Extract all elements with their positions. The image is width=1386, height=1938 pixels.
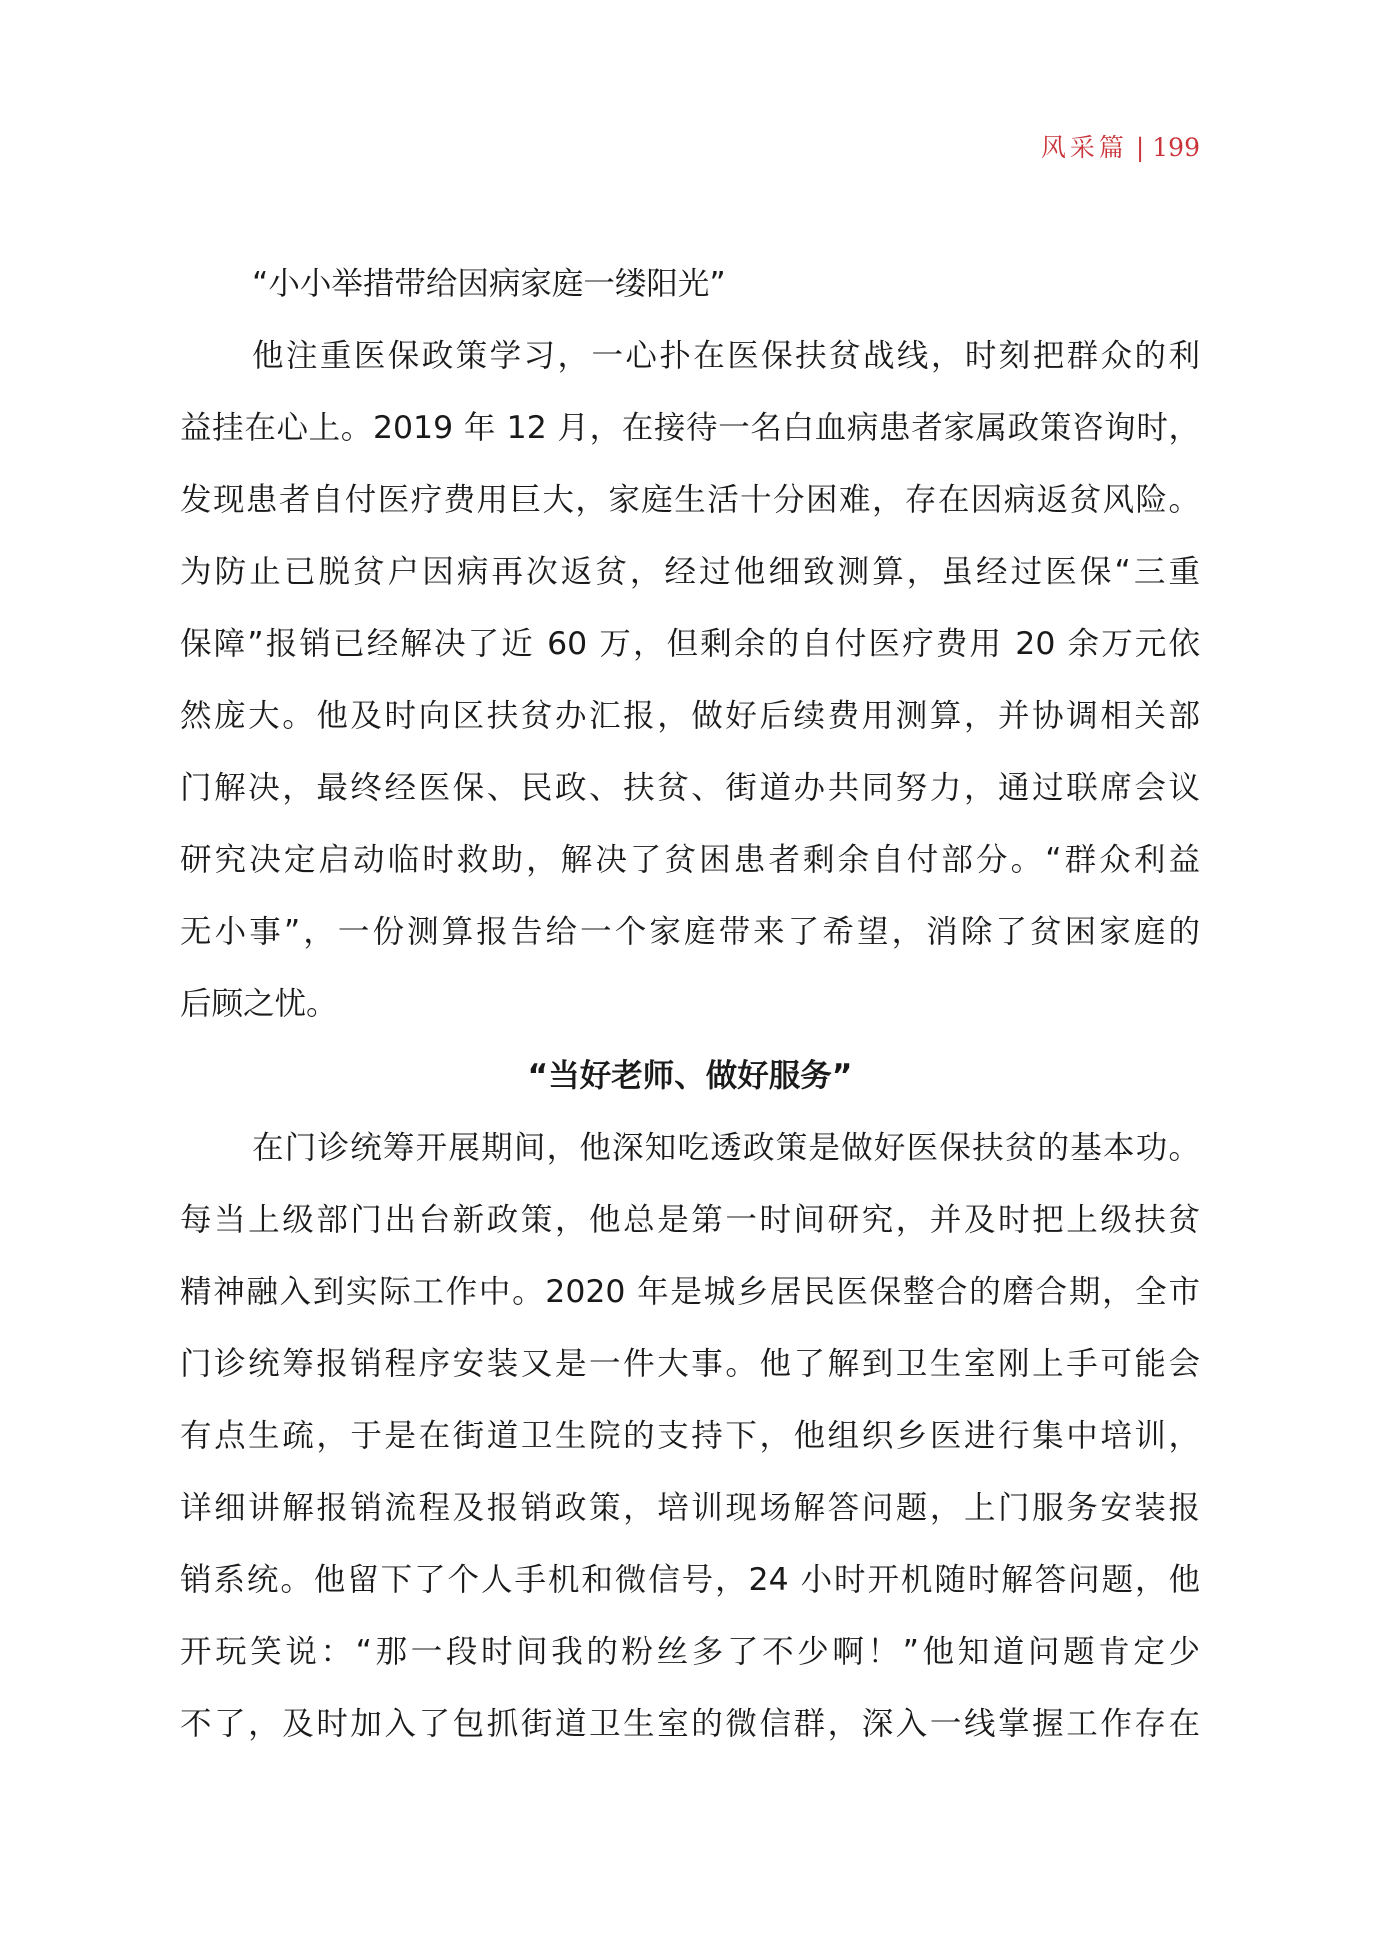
text-line: 在门诊统筹开展期间，他深知吃透政策是做好医保扶贫的基本功。 bbox=[252, 1130, 1200, 1166]
text-line: 益挂在心上。2019 年 12 月，在接待一名白血病患者家属政策咨询时， bbox=[180, 410, 1200, 446]
text-line: 不了，及时加入了包抓街道卫生室的微信群，深入一线掌握工作存在 bbox=[180, 1706, 1200, 1742]
page-number: 199 bbox=[1152, 133, 1200, 162]
text-line: 研究决定启动临时救助，解决了贫困患者剩余自付部分。“群众利益 bbox=[180, 842, 1200, 878]
subheading-1: “小小举措带给因病家庭一缕阳光” bbox=[252, 266, 726, 302]
running-header bbox=[1041, 128, 1200, 164]
text-line: 精神融入到实际工作中。2020 年是城乡居民医保整合的磨合期，全市 bbox=[180, 1274, 1200, 1310]
text-line: 为防止已脱贫户因病再次返贫，经过他细致测算，虽经过医保“三重 bbox=[180, 554, 1200, 590]
section-title: 风采篇 bbox=[1040, 133, 1128, 162]
text-line: 他注重医保政策学习，一心扑在医保扶贫战线，时刻把群众的利 bbox=[252, 338, 1200, 374]
text-line: 详细讲解报销流程及报销政策，培训现场解答问题，上门服务安装报 bbox=[180, 1490, 1200, 1526]
subheading-2: “当好老师、做好服务” bbox=[527, 1058, 853, 1094]
article-body bbox=[180, 248, 1200, 1760]
text-line: 销系统。他留下了个人手机和微信号，24 小时开机随时解答问题，他 bbox=[180, 1562, 1200, 1598]
header-separator: | bbox=[1135, 133, 1145, 162]
text-line: 然庞大。他及时向区扶贫办汇报，做好后续费用测算，并协调相关部 bbox=[180, 698, 1200, 734]
text-line: 开玩笑说：“那一段时间我的粉丝多了不少啊！”他知道问题肯定少 bbox=[180, 1634, 1200, 1670]
text-line: 每当上级部门出台新政策，他总是第一时间研究，并及时把上级扶贫 bbox=[180, 1202, 1200, 1238]
text-line: 门解决，最终经医保、民政、扶贫、街道办共同努力，通过联席会议 bbox=[180, 770, 1200, 806]
text-line: 无小事”，一份测算报告给一个家庭带来了希望，消除了贫困家庭的 bbox=[180, 914, 1200, 950]
text-line: 有点生疏，于是在街道卫生院的支持下，他组织乡医进行集中培训， bbox=[180, 1418, 1200, 1454]
text-line: 门诊统筹报销程序安装又是一件大事。他了解到卫生室刚上手可能会 bbox=[180, 1346, 1200, 1382]
text-line: 后顾之忧。 bbox=[180, 986, 338, 1022]
text-line: 发现患者自付医疗费用巨大，家庭生活十分困难，存在因病返贫风险。 bbox=[180, 482, 1200, 518]
text-line: 保障”报销已经解决了近 60 万，但剩余的自付医疗费用 20 余万元依 bbox=[180, 626, 1200, 662]
